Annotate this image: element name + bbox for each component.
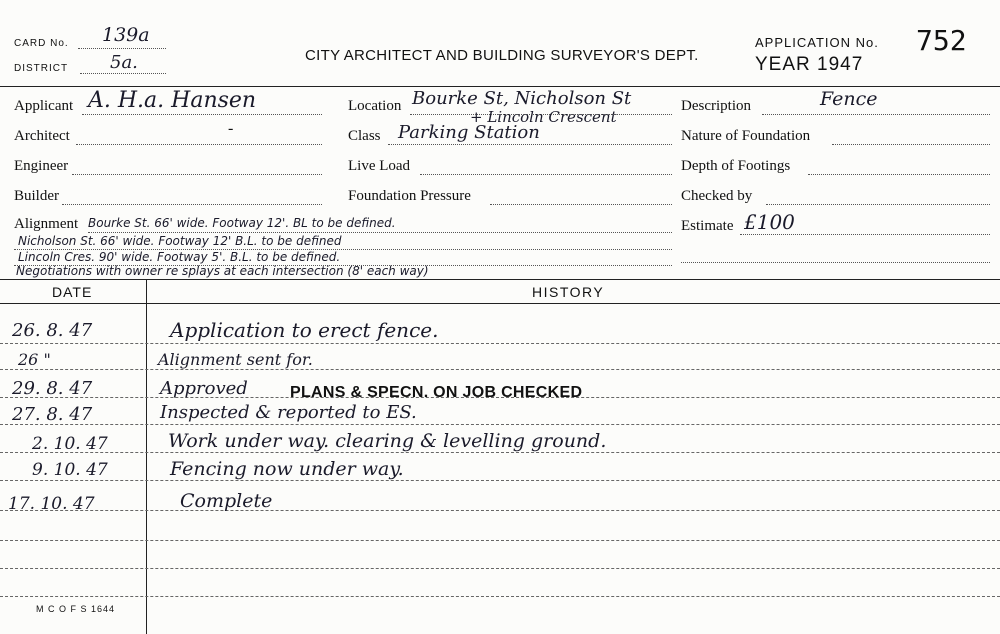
history-date: 2. 10. 47 [32,434,108,454]
history-rule [0,480,1000,481]
class-line [388,144,672,145]
engineer-label: Engineer [14,158,69,174]
engineer-line [72,174,322,175]
history-date: 9. 10. 47 [32,460,108,480]
foundation-pressure-label: Foundation Pressure [348,188,471,204]
application-label: APPLICATION No. [755,35,879,50]
history-rule [0,369,1000,370]
architect-value: - [228,120,234,137]
history-rule [0,510,1000,511]
nature-of-foundation-label: Nature of Foundation [681,128,811,144]
history-date: 26 " [18,350,51,369]
estimate-label: Estimate [681,218,734,234]
nature-line [832,144,990,145]
builder-label: Builder [14,188,59,204]
history-rule [0,596,1000,597]
history-rule [0,540,1000,541]
history-rule [0,568,1000,569]
plans-checked-stamp: PLANS & SPECN. ON JOB CHECKED [290,384,583,401]
location-value: Bourke St, Nicholson St [412,88,632,109]
estimate-value: £100 [744,210,795,234]
class-label: Class [348,128,381,144]
depth-of-footings-label: Depth of Footings [681,158,791,174]
history-text: Fencing now under way. [170,458,404,480]
architect-line [76,144,322,145]
alignment-rule-1 [88,232,672,233]
card-number-label: CARD No. [14,38,69,49]
live-load-line [420,174,672,175]
district-label: DISTRICT [14,63,69,74]
history-date: 17. 10. 47 [8,494,95,514]
alignment-line-1: Bourke St. 66' wide. Footway 12'. BL to be defined. [88,216,396,230]
card-number-value: 139a [102,24,150,46]
location-label: Location [348,98,402,114]
history-rule [0,424,1000,425]
applicant-line [82,114,322,115]
history-rule [0,343,1000,344]
builder-line [62,204,322,205]
live-load-label: Live Load [348,158,411,174]
history-text: Application to erect fence. [170,318,439,342]
architect-label: Architect [14,128,70,144]
history-date: 26. 8. 47 [12,320,93,341]
alignment-line-4: Negotiations with owner re splays at each intersection (8' each way) [16,264,429,278]
form-code: M C O F S 1644 [36,604,116,614]
class-value: Parking Station [398,122,540,143]
applicant-value: A. H.a. Hansen [88,88,257,113]
year-label: YEAR 1947 [755,54,864,75]
alignment-label: Alignment [14,216,79,232]
foundation-pressure-line [490,204,672,205]
description-label: Description [681,98,751,114]
history-header: HISTORY [532,284,605,300]
department-title: CITY ARCHITECT AND BUILDING SURVEYOR'S DEPT. [305,47,699,64]
history-rule [0,452,1000,453]
checked-by-label: Checked by [681,188,753,204]
description-value: Fence [820,88,878,110]
history-date: 27. 8. 47 [12,404,93,425]
district-value: 5a. [110,52,138,73]
history-header-rule [0,303,1000,304]
history-text: Inspected & reported to ES. [160,402,417,423]
history-text: Approved [160,378,248,399]
date-column-divider [146,279,147,634]
history-text: Work under way. clearing & levelling ground. [168,430,607,452]
district-line [80,73,166,74]
alignment-line-3: Lincoln Cres. 90' wide. Footway 5'. B.L. to be defined. [18,250,341,264]
history-text: Alignment sent for. [158,350,313,369]
history-top-rule [0,279,1000,280]
application-number: 752 [916,24,967,57]
location-line [410,114,672,115]
date-header: DATE [52,284,93,300]
checked-line [766,204,990,205]
header-divider [0,86,1000,87]
card-number-line [78,48,166,49]
location-value-2: + Lincoln Crescent [470,108,617,126]
description-line [762,114,990,115]
depth-line [808,174,990,175]
alignment-line-2: Nicholson St. 66' wide. Footway 12' B.L. to be defined [18,234,342,248]
applicant-label: Applicant [14,98,74,114]
estimate-extra-line [681,262,990,263]
history-text: Complete [180,490,273,512]
history-date: 29. 8. 47 [12,378,93,399]
estimate-line [740,234,990,235]
